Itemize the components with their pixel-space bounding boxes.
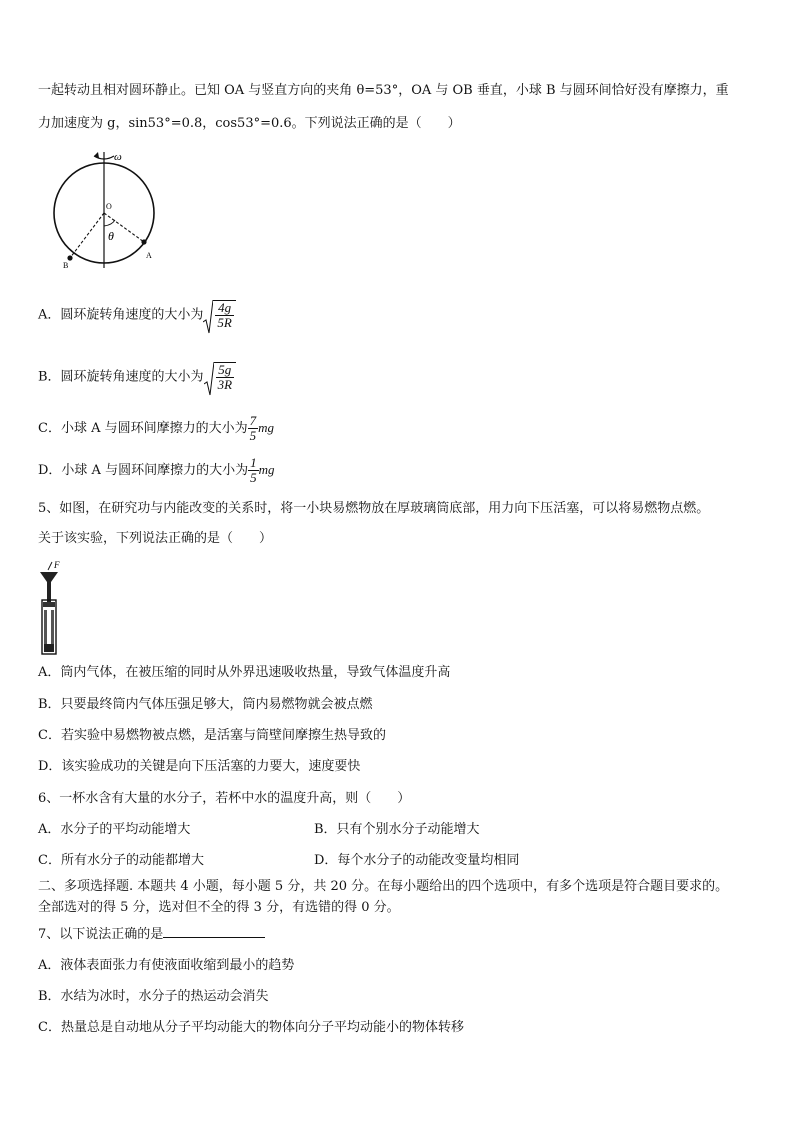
q4-stem-line1: 一起转动且相对圆环静止。已知 OA 与竖直方向的夹角 θ=53°，OA 与 OB 垂直，小球 B 与圆环间恰好没有摩擦力，重: [38, 83, 729, 98]
q6-stem: 6、一杯水含有大量的水分子，若杯中水的温度升高，则（ ）: [38, 791, 411, 806]
q5-stem-line1: 5、如图，在研究功与内能改变的关系时，将一小块易燃物放在厚玻璃筒底部，用力向下压活塞，可以将易燃物点燃。: [38, 501, 710, 516]
label-b: B: [63, 261, 69, 270]
q6-option-d: D．每个水分子的动能改变量均相同: [314, 853, 520, 868]
q5-option-d: D．该实验成功的关键是向下压活塞的力要大，速度要快: [38, 759, 361, 774]
q4-option-a: A．圆环旋转角速度的大小为 $\frac{4g}{5R}$: [38, 300, 236, 330]
q5-option-c: C．若实验中易燃物被点燃，是活塞与筒壁间摩擦生热导致的: [38, 728, 386, 743]
q7-option-c: C．热量总是自动地从分子平均动能大的物体向分子平均动能小的物体转移: [38, 1020, 464, 1035]
q6-option-a: A．水分子的平均动能增大: [38, 822, 191, 837]
q6-option-b: B．只有个别水分子动能增大: [314, 822, 480, 837]
force-label: F: [54, 560, 60, 570]
q5-stem-line2: 关于该实验，下列说法正确的是（ ）: [38, 531, 273, 546]
omega-label: ω: [114, 151, 122, 163]
label-a: A: [146, 251, 152, 260]
q7-option-b: B．水结为冰时，水分子的热运动会消失: [38, 989, 269, 1004]
q7-stem: 7、以下说法正确的是: [38, 925, 265, 944]
q4-option-c: C．小球 A 与圆环间摩擦力的大小为 $\frac{7}{5}$ mg: [38, 413, 274, 443]
q5-piston-figure: [34, 558, 74, 656]
ball-b: [67, 255, 72, 260]
section2-heading-line2: 全部选对的得 5 分，选对但不全的得 3 分，有选错的得 0 分。: [38, 900, 400, 915]
q5-option-b: B．只要最终筒内气体压强足够大，筒内易燃物就会被点燃: [38, 697, 373, 712]
section2-heading-line1: 二、多项选择题. 本题共 4 小题，每小题 5 分，共 20 分。在每小题给出的四个选项中，有多个选项是符合题目要求的。: [38, 879, 729, 894]
q6-option-c: C．所有水分子的动能都增大: [38, 853, 204, 868]
theta-label: θ: [108, 229, 114, 243]
q4-option-d: D．小球 A 与圆环间摩擦力的大小为 $\frac{1}{5}$ mg: [38, 455, 275, 485]
q4-ring-figure: [48, 146, 168, 270]
answer-blank: [163, 925, 265, 938]
center-label: O: [106, 202, 112, 211]
q7-option-a: A．液体表面张力有使液面收缩到最小的趋势: [38, 958, 295, 973]
q5-option-a: A．筒内气体，在被压缩的同时从外界迅速吸收热量，导致气体温度升高: [38, 665, 451, 680]
q4-option-b: B．圆环旋转角速度的大小为 $\frac{5g}{3R}$: [38, 362, 236, 392]
q4-stem-line2: 力加速度为 g，sin53°=0.8，cos53°=0.6。下列说法正确的是（ ）: [38, 116, 461, 131]
ball-a: [141, 239, 146, 244]
